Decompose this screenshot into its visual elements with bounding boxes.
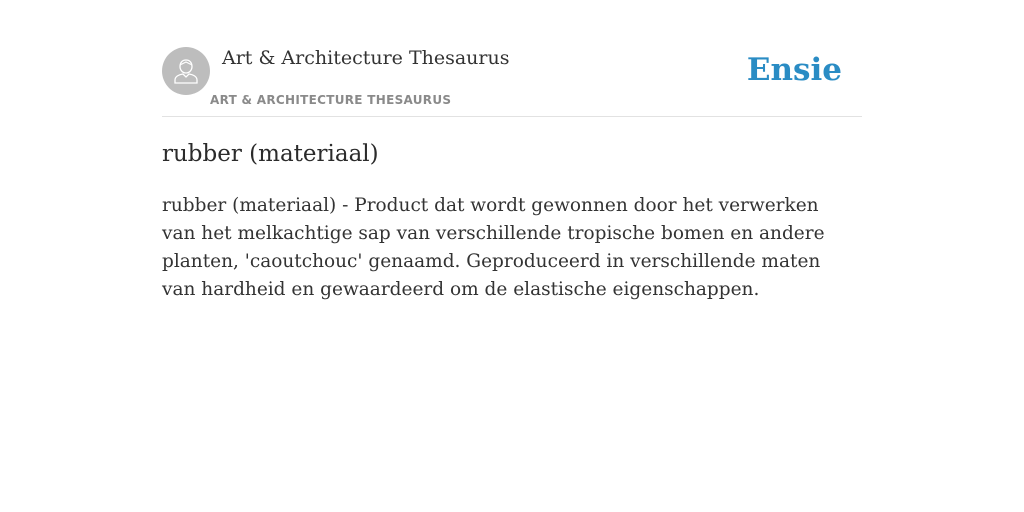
definition-text: rubber (materiaal) - Product dat wordt gewonnen door het verwerken van het melkachtige sap van verschillende tropische bomen en andere planten, 'caoutchouc' genaamd. Geproduceerd in verschillende maten van hardheid en gewaardeerd om de elastische eigenschappen. <box>162 195 825 300</box>
brand-logo[interactable]: Ensie <box>746 52 842 88</box>
avatar[interactable] <box>162 47 210 95</box>
user-avatar-icon <box>171 56 201 86</box>
author-subtitle: ART & ARCHITECTURE THESAURUS <box>210 93 452 107</box>
page-title: rubber (materiaal) <box>162 141 379 167</box>
header <box>162 46 862 117</box>
author-name[interactable]: Art & Architecture Thesaurus <box>222 47 510 69</box>
